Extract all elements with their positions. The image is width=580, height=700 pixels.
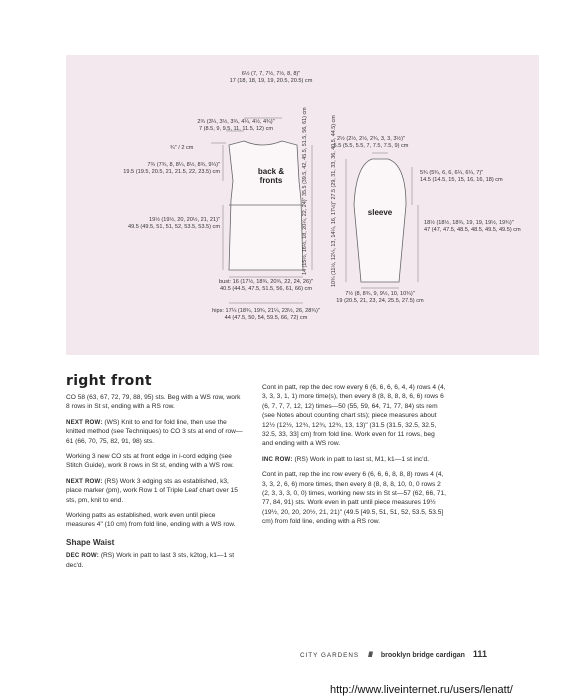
left-column [66, 393, 244, 576]
page-number: 111 [472, 649, 487, 659]
neck-width-label: 6½ (7, 7, 7½, 7½, 8, 8)" 17 (18, 18, 19, 19, 20.5, 20.5) cm [229, 71, 313, 84]
cuff-label: 7½ (8, 8¾, 9, 9½, 10, 10¾)" 19 (20.5, 21, 23, 24, 25.5, 27.5) cm [336, 291, 424, 304]
upper-arm-label: 5¾ (5¾, 6, 6, 6¼, 6¼, 7)" 14.5 (14.5, 15, 15, 16, 16, 18) cm [420, 170, 503, 183]
footer-brand: CITY GARDENS [300, 652, 360, 659]
sleeve-label: sleeve [367, 208, 393, 217]
waist-length-label: 19½ (19½, 20, 20½, 21, 21)" 49.5 (49.5, 51, 51, 52, 53.5, 53.5) cm [127, 217, 220, 230]
body-outline [229, 141, 303, 270]
page-footer [300, 649, 546, 659]
back-fronts-label: back & fronts [257, 167, 285, 185]
sleeve-outline [354, 159, 406, 282]
footer-separator: //// [368, 652, 372, 659]
paragraph: CO 58 (63, 67, 72, 79, 88, 95) sts. Beg with a WS row, work 8 rows in St st, ending with a RS row. [66, 394, 241, 411]
edge-label: ¾" / 2 cm [170, 145, 194, 151]
cap-top-label: 2½ (2½, 2½, 2¾, 3, 3, 3½)" 5.5 (5.5, 5.5, 7, 7.5, 7.5, 9) cm [333, 136, 409, 149]
paragraph: NEXT ROW: (WS) Knit to end for fold line, then use the knitted method (see Techniques) to CO 3 sts at end of row—61 (66, 70, 75, 82, 91, 98) sts. [66, 418, 243, 445]
paragraph: NEXT ROW: (RS) Work 3 edging sts as established, k3, place marker (pm), work Row 1 of Triple Leaf chart over 15 sts, pm, knit to end. [66, 477, 238, 504]
armhole-depth-label: 7¾ (7¾, 8, 8¼, 8½, 8¾, 9¼)" 19.5 (19.5, 20.5, 21, 21.5, 22, 23.5) cm [123, 162, 220, 175]
paragraph: Working 3 new CO sts at front edge in i-cord edging (see Stitch Guide), work 8 rows in St st, ending with a WS row. [66, 453, 234, 470]
shoulder-width-label: 2¾ (3¼, 3½, 3¾, 4¼, 4½, 4¾)" 7 (8.5, 9, 9.5, 11, 11.5, 12) cm [197, 119, 275, 132]
body-length-label: 14 (15½, 16½, 18, 20¼, 22, 24)" 35.5 (39.5, 42, 45.5, 51.5, 56, 61) cm [302, 107, 308, 275]
paragraph: DEC ROW: (RS) Work in patt to last 3 sts, k2tog, k1—1 st dec'd. [66, 552, 235, 569]
schematic-panel [66, 55, 539, 355]
footer-pattern-name: brooklyn bridge cardigan [380, 652, 465, 659]
paragraph: Working patts as established, work even until piece measures 4" (10 cm) from fold line, ending with a WS row. [66, 512, 236, 529]
subsection-title: Shape Waist [66, 537, 115, 547]
hips-label: hips: 17¼ (18¾, 19¾, 21¼, 23½, 26, 28¾)" 44 (47.5, 50, 54, 59.5, 66, 72) cm [212, 308, 320, 321]
section-title: right front [66, 373, 152, 389]
cap-height-label: 10¾ (11½, 12¼, 13, 14¼, 16, 17½)" 27.5 (29, 31, 33, 36, 40.5, 44.5) cm [331, 115, 337, 287]
right-column [262, 383, 446, 533]
paragraph: Cont in patt, rep the dec row every 6 (6, 6, 6, 6, 4, 4) rows 4 (4, 3, 3, 3, 1, 1) more time(s), then every 8 (8, 8, 8, 8, 6, 6) rows 6 (6, 7, 7, 7, 12, 12) times—50 (55, 59, 64, 71, 77, 84) sts rem (see Notes about counting chart sts); piece measures about 12½ (12½, 12¾, 12¾, 12¾, 13, 13)" (31.5 (31.5, 32.5, 32.5, 32.5, 33, 33] cm) from fold line. Work even for 11 rows, beg and ending with a WS row. [262, 384, 446, 448]
watermark-url: http://www.liveinternet.ru/users/lenatt/ [330, 684, 513, 696]
sleeve-length-label: 18½ (18½, 18¾, 19, 19, 19½, 19¾)" 47 (47, 47.5, 48.5, 48.5, 49.5, 49.5) cm [424, 220, 521, 233]
paragraph: INC ROW: (RS) Work in patt to last st, M1, k1—1 st inc'd. [262, 455, 429, 463]
paragraph: Cont in patt, rep the inc row every 6 (6, 6, 6, 8, 8, 8) rows 4 (4, 3, 3, 2, 6, 6) more times, then every 8 (8, 8, 8, 10, 0, 0 rows 2 (2, 3, 3, 3, 0, 0) times, working new sts in St st—57 (62, 66, 71, 77, 84, 91) sts. Work even in patt until piece measures 19½ (19½, 20, 20, 20½, 21, 21)" (49.5 [49.5, 51, 51, 52, 53.5, 53.5] cm) from fold line, ending with a RS row. [262, 471, 446, 526]
bust-label: bust: 16 (17½, 18¾, 20¾, 22, 24, 26)" 40.5 (44.5, 47.5, 51.5, 56, 61, 66) cm [218, 279, 314, 292]
